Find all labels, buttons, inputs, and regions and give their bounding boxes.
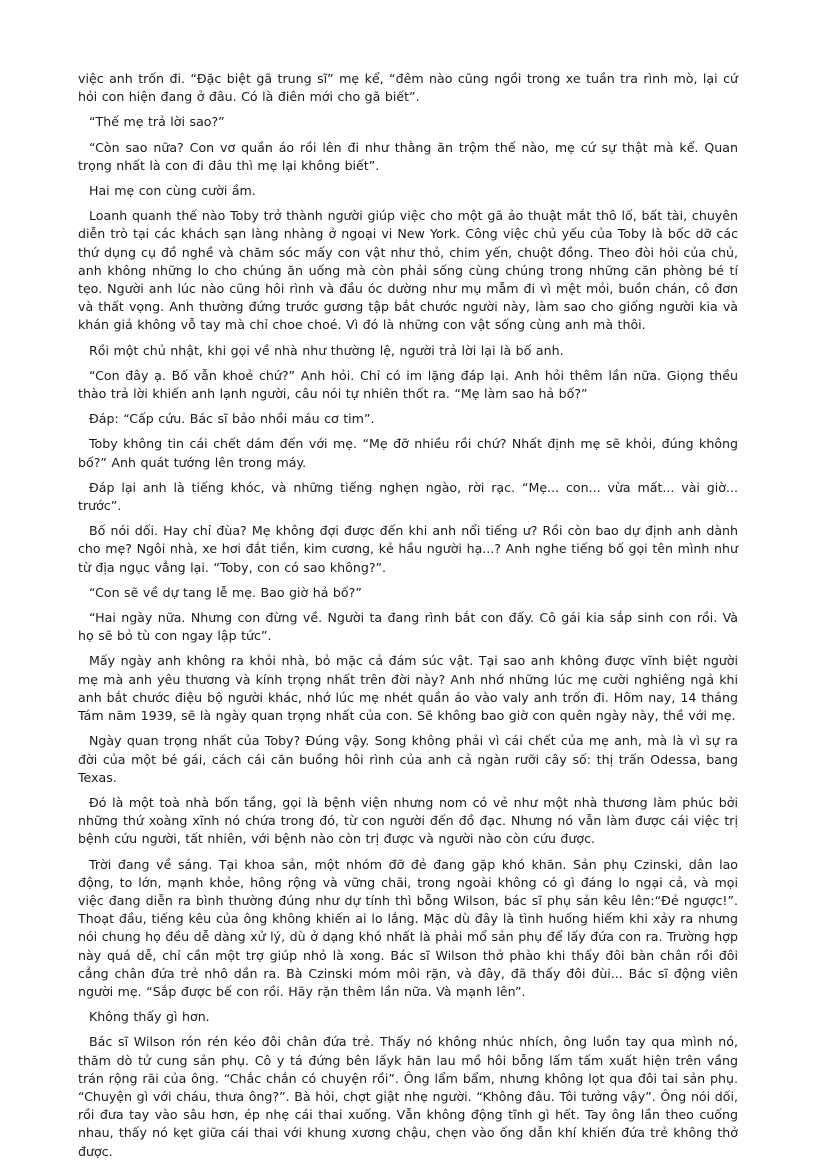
paragraph-9: Toby không tin cái chết dám đến với mẹ. “Mẹ đỡ nhiều rồi chứ? Nhất định mẹ sẽ khỏi, đúng không bố?” Anh quát tướng lên trong máy.: [78, 436, 738, 470]
paragraph-13: “Hai ngày nữa. Nhưng con đừng về. Người ta đang rình bắt con đấy. Cô gái kia sắp sinh con rồi. Và họ sẽ bỏ tù con ngay lập tức”.: [78, 610, 738, 644]
paragraph-5: Loanh quanh thế nào Toby trở thành người giúp việc cho một gã ảo thuật mắt thô lố, bất tài, chuyên diễn trò tại các khách sạn làng nhàng ở ngoại vi New York. Công việc chủ yếu của Toby là bốc dỡ các thứ dụng cụ đồ nghề và chăm sóc mấy con vật như thỏ, chim yến, chuột đồng. Theo đòi hỏi của chủ, anh không những lo cho chúng ăn uống mà còn phải sống cùng chúng trong những căn phòng bé tí tẹo. Người anh lúc nào cũng hôi rình và đầu óc dường như mụ mẫm đi vì mệt mỏi, buồn chán, cô đơn và thất vọng. Anh thường đứng trước gương tập bắt chước người này, làm sao cho giống người kia và khán giả không vỗ tay mà chỉ choe choé. Vì đó là những con vật sống cùng anh mà thôi.: [78, 208, 738, 333]
book-page: [78, 70, 738, 1168]
paragraph-19: Bác sĩ Wilson rón rén kéo đôi chân đứa trẻ. Thấy nó không nhúc nhích, ông luồn tay qua mình nó, thăm dò tử cung sản phụ. Cô y tá đứng bên lấyk hăn lau mồ hôi bỗng lấm tấm xuất hiện trên vầng trán rộng rãi của ông. “Chắc chắn có chuyện rồi”. Ông lẩm bẩm, nhưng không lọt qua đôi tai sản phụ. “Chuyện gì với cháu, thưa ông?”. Bà hỏi, chợt giật nhẹ người. “Không đâu. Tôi tưởng vậy”. Ông nói dối, rồi đưa tay vào sâu hơn, ép nhẹ cái thai xuống. Vẫn không động tĩnh gì hết. Tay ông lần theo cuống nhau, thấy nó kẹt giữa cái thai với khung xương chậu, chẹn vào ống dẫn khí khiến đứa trẻ không thở được.: [78, 1034, 738, 1159]
paragraph-1: việc anh trốn đi. “Đặc biệt gã trung sĩ” mẹ kể, “đêm nào cũng ngồi trong xe tuần tra rình mò, lại cứ hỏi con hiện đang ở đâu. Có là điên mới cho gã biết”.: [78, 71, 738, 105]
paragraph-15: Ngày quan trọng nhất của Toby? Đúng vậy. Song không phải vì cái chết của mẹ anh, mà là vì sự ra đời của một bé gái, cách cái căn buồng hôi rình của anh cả ngàn rưỡi cây số: thị trấn Odessa, bang Texas.: [78, 733, 738, 785]
paragraph-10: Đáp lại anh là tiếng khóc, và những tiếng nghẹn ngào, rời rạc. “Mẹ... con... vừa mất... vài giờ... trước”.: [78, 479, 738, 514]
paragraph-6: Rồi một chủ nhật, khi gọi về nhà như thường lệ, người trả lời lại là bố anh.: [89, 342, 564, 358]
paragraph-4: Hai mẹ con cùng cười ầm.: [89, 183, 256, 199]
paragraph-14: Mấy ngày anh không ra khỏi nhà, bỏ mặc cả đám súc vật. Tại sao anh không được vĩnh biệt người mẹ mà anh yêu thương và kính trọng nhất trên đời này? Anh nhớ những lúc mẹ cười nghiêng ngả khi anh bắt chước điệu bộ người khác, nhớ lúc mẹ nhét quần áo vào valy anh trốn đi. Hôm nay, 14 tháng Tám năm 1939, sẽ là ngày quan trọng nhất của con. Sẽ không bao giờ con quên ngày này, thề với mẹ.: [78, 653, 738, 724]
paragraph-2: “Thế mẹ trả lời sao?”: [89, 114, 225, 130]
paragraph-18: Không thấy gì hơn.: [89, 1009, 210, 1025]
paragraph-17: Trời đang về sáng. Tại khoa sản, một nhóm đỡ đẻ đang gặp khó khăn. Sản phụ Czinski, dân lao động, to lớn, mạnh khỏe, hông rộng và vững chãi, trong ngoài không có gì đáng lo ngại cả, và mọi việc đang diễn ra bình thường đúng như dự tính thì bỗng Wilson, bác sĩ phụ sản kêu lên:“Đẻ ngược!”. Thoạt đầu, tiếng kêu của ông không khiến ai lo lắng. Mặc dù đây là tình huống hiếm khi xảy ra nhưng nói chung họ đều dễ dàng xử lý, dù ở dạng khó nhất là phải mổ sản phụ để lấy đứa con ra. Trường hợp này quá dễ, chỉ cần một trợ giúp nhỏ là xong. Bác sĩ Wilson thở phào khi thấy đôi bàn chân rồi đôi cẳng chân đứa trẻ nhô dần ra. Bà Czinski móm môi rặn, và đây, đã thấy đôi đùi... Bác sĩ động viên người mẹ. “Sắp được bế con rồi. Hãy rặn thêm lần nữa. Và mạnh lên”.: [78, 856, 738, 999]
paragraph-8: Đáp: “Cấp cứu. Bác sĩ bảo nhồi máu cơ tim”.: [89, 411, 375, 427]
paragraph-7: “Con đây ạ. Bố vẫn khoẻ chứ?” Anh hỏi. Chỉ có im lặng đáp lại. Anh hỏi thêm lần nữa. Giọng thều thào trả lời khiến anh lạnh người, câu nói tự nhiên thốt ra. “Mẹ làm sao hả bố?”: [78, 367, 738, 402]
paragraph-11: Bố nói dối. Hay chỉ đùa? Mẹ không đợi được đến khi anh nổi tiếng ư? Rồi còn bao dự định anh dành cho mẹ? Ngôi nhà, xe hơi đắt tiền, kim cương, kẻ hầu người hạ...? Anh nghe tiếng bố gọi tên mình như từ địa ngục vẳng lại. “Toby, con có sao không?”.: [78, 523, 738, 575]
paragraph-3: “Còn sao nữa? Con vơ quần áo rồi lên đi như thằng ăn trộm thế nào, mẹ cứ sự thật mà kể. Quan trọng nhất là con đi đâu thì mẹ lại không biết”.: [78, 139, 738, 173]
paragraph-16: Đó là một toà nhà bốn tầng, gọi là bệnh viện nhưng nom có vẻ như một nhà thương làm phúc bởi những thứ xoàng xĩnh nó chứa trong đó, từ con người đến đồ đạc. Nhưng nó vẫn làm được cái việc trị bệnh cứu người, tất nhiên, với bệnh nào còn trị được và người nào còn cứu được.: [78, 794, 738, 847]
paragraph-12: “Con sẽ về dự tang lễ mẹ. Bao giờ hả bố?”: [89, 584, 362, 600]
